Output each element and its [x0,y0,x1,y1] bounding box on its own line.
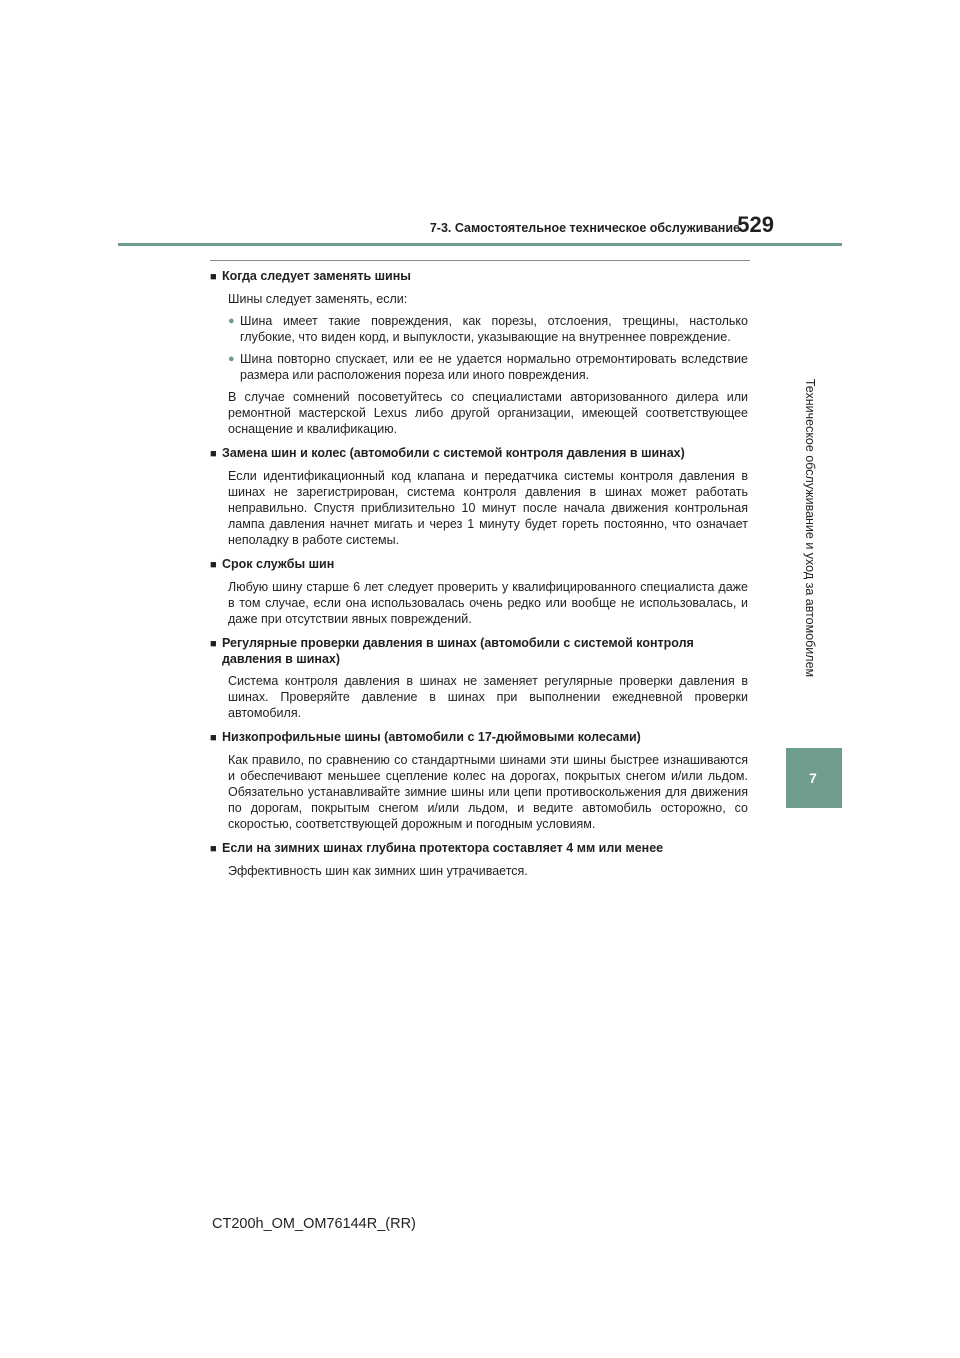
section-heading: ■ Если на зимних шинах глубина протектора составляет 4 мм или менее [210,841,664,855]
list-item: ● Шина имеет такие повреждения, как порезы, отслоения, трещины, настолько глубокие, что виден корд, и выпуклости, указывающие на внутреннее повреждение. [228,314,748,344]
section-heading: ■ Низкопрофильные шины (автомобили с 17-дюймовыми колесами) [210,730,641,744]
section-heading: ■ Срок службы шин [210,557,335,571]
header-divider [118,243,842,246]
list-item: ● Шина повторно спускает, или ее не удается нормально отремонтировать вследствие размера или расположения пореза или иного повреждения. [228,352,748,382]
section-text: Система контроля давления в шинах не заменяет регулярные проверки давления в шинах. Проверяйте давление в шинах при выполнении ежедневной проверки автомобиля. [228,674,748,720]
section-text: Как правило, по сравнению со стандартными шинами эти шины быстрее изнашиваются и обеспечивают меньшее сцепление колес на дорогах, покрытых снегом и/или льдом. Обязательно устанавливайте зимние шины или цепи противоскольжения для движения по дорогам, покрытым снегом и/или льдом, и ведите автомобиль осторожно, со скоростью, соответствующей дорожным и погодным условиям. [228,753,748,831]
page-number: 529 [737,212,774,237]
square-bullet-icon: ■ [210,843,217,855]
square-bullet-icon: ■ [210,448,217,460]
section-heading: ■ Регулярные проверки давления в шинах (автомобили с системой контроля давления в шинах) [210,636,694,666]
section-pressure-checks [210,635,748,721]
section-winter-tread [210,840,748,879]
section-text: Эффективность шин как зимних шин утрачивается. [228,864,528,878]
chapter-side-label-text: Техническое обслуживание и уход за автомобилем [803,378,818,677]
chapter-tab [786,748,842,808]
section-heading: ■ Когда следует заменять шины [210,269,411,283]
section-text: В случае сомнений посоветуйтесь со специалистами авторизованного дилера или ремонтной мастерской Lexus либо другой организации, имеющей соответствующее оснащение и квалификацию. [228,390,748,436]
section-tire-replacement [210,268,748,437]
page-content [210,268,748,879]
section-low-profile-tires [210,729,748,832]
section-text: Если идентификационный код клапана и передатчика системы контроля давления в шинах не зарегистрирован, система контроля давления в шинах может работать неправильно. Спустя приблизительно 10 минут после начала движения контрольная лампа давления начнет мигать и через 1 минуту будет гореть постоянно, что означает неполадку в работе системы. [228,469,748,547]
section-title: 7-3. Самостоятельное техническое обслуживание [429,221,740,235]
document-code: CT200h_OM_OM76144R_(RR) [212,1216,416,1232]
chapter-side-label [785,250,835,805]
section-text: Любую шину старше 6 лет следует проверить у квалифицированного специалиста даже в том случае, если она использовалась очень редко или вообще не использовалась, и даже при отсутствии явных повреждений. [228,580,748,626]
content-divider [210,260,750,261]
section-tire-life [210,556,748,627]
section-intro: Шины следует заменять, если: [228,292,408,306]
section-tpms-replacement [210,445,748,548]
square-bullet-icon: ■ [210,271,217,283]
square-bullet-icon: ■ [210,638,217,650]
section-heading: ■ Замена шин и колес (автомобили с системой контроля давления в шинах) [210,446,685,460]
circle-bullet-icon: ● [228,353,235,365]
square-bullet-icon: ■ [210,559,217,571]
circle-bullet-icon: ● [228,315,235,327]
chapter-number: 7 [809,770,817,786]
square-bullet-icon: ■ [210,732,217,744]
